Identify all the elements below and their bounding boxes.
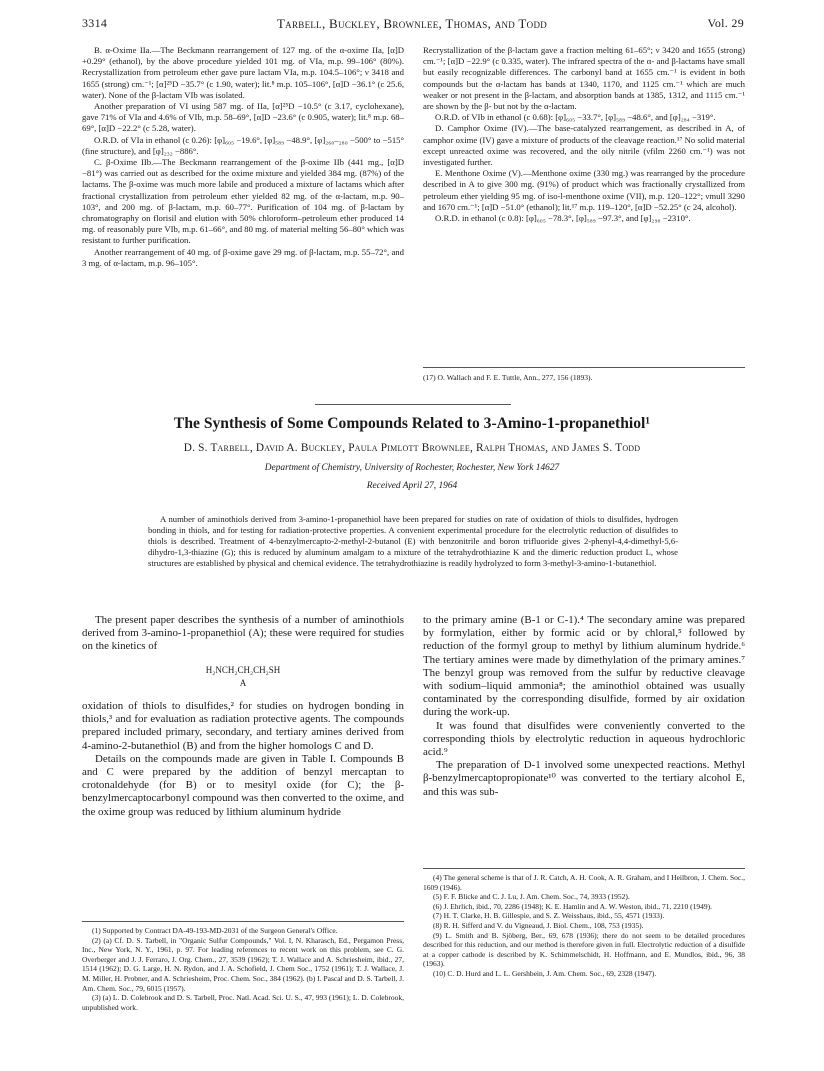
paragraph: The present paper describes the synthesis of a number of aminothiols derived from 3-amino-1-propanethiol (A); these were required for studies on the kinetics of (82, 614, 404, 653)
paragraph: E. Menthone Oxime (V).—Menthone oxime (330 mg.) was rearranged by the procedure described in A to give 300 mg. (91%) of product which was fractionally crystallized from petroleum ether yielding 95 mg. of iso-l-menthone oxime (VII), m.p. 120–122°; νmull 3290 and 1670 cm.⁻¹; [α]D −51.0° (ethanol); lit.¹⁷ m.p. 119–120°, [α]D −52.25° (c 24, alcohol). (423, 168, 745, 212)
page-number: 3314 (82, 16, 108, 30)
affiliation: Department of Chemistry, University of Rochester, Rochester, New York 14627 (264, 463, 560, 473)
footnote-divider (423, 868, 745, 869)
footnote: (7) H. T. Clarke, H. B. Gillespie, and S. Z. Weisshaus, ibid., 55, 4571 (1933). (433, 911, 665, 921)
paragraph: C. β-Oxime IIb.—The Beckmann rearrangement of the β-oxime IIb (441 mg., [α]D −81°) was carried out as described for the oxime mixture and yielded 384 mg. (87%) of the lactams. The β-oxime was much more labile and produced a mixture of lactams which after fractional crystallization from petroleum ether yielded 82 mg. of the α-lactam, m.p. 90–103°, and 200 mg. of β-lactam, m.p. 60–77°. Purification of 104 mg. of β-lactam by chromatography on florisil and elution with 50% chloroform–petroleum ether produced 14 mg. of reasonably pure VIb, m.p. 61–66°, and 80 mg. of material melting 56–80° which was resistant to further purification. (82, 157, 404, 246)
paragraph: The preparation of D-1 involved some unexpected reactions. Methyl β-benzylmercaptopropionate¹⁰ was converted to the tertiary alcohol E, and this was sub- (423, 759, 745, 798)
footnote: (1) Supported by Contract DA-49-193-MD-2031 of the Surgeon General's Office. (92, 926, 338, 935)
footnote: (8) R. H. Sifferd and V. du Vigneaud, J. Biol. Chem., 108, 753 (1935). (433, 920, 644, 930)
paragraph: It was found that disulfides were conveniently converted to the corresponding thiols by electrolytic reduction in aqueous hydrochloric acid.⁹ (423, 719, 745, 759)
footnote-17: (17) O. Wallach and F. E. Tuttle, Ann., 277, 156 (1893). (423, 373, 593, 382)
footnote: (2) (a) Cf. D. S. Tarbell, in "Organic Sulfur Compounds," Vol. I, N. Kharasch, Ed., Pergamon Press, Inc., New York, N. Y., 1961, p. 97. For leading references to recent work on this problem, see C. G. Overberger and J. J. Ferraro, J. Org. Chem., 27, 3539 (1962); T. J. Wallace and A. Schriesheim, ibid., 27, 1514 (1962); D. G. Large, H. N. Rydon, and J. A. Schofield, J. Chem Soc., 1752 (1961); T. J. Wallace, J. M. Miller, H. Probner, and A. Schriesheim, Proc. Chem. Soc., 384 (1962). (b) I. Pascal and D. S. Tarbell, J. Am. Chem. Soc., 79, 6015 (1957). (82, 935, 404, 993)
paragraph: D. Camphor Oxime (IV).—The base-catalyzed rearrangement, as described in A, of camphor oxime (IV) gave a mixture of products of the cleavage reaction.¹⁷ No solid material except unreacted oxime was recovered, and the oily nitrile (νfilm 2260 cm.⁻¹) was not investigated further. (423, 123, 745, 168)
footnote: (6) J. Ehrlich, ibid., 70, 2286 (1948); K. E. Hamlin and A. W. Weston, ibid., 71, 2210 (1949). (433, 901, 713, 911)
footnotes-right (423, 873, 745, 979)
paragraph: Details on the compounds made are given in Table I. Compounds B and C were prepared by the addition of benzyl mercaptan to crotonaldehyde (for B) or to mesityl oxide (for C); the β-benzylmercaptocarbonyl compound was then converted to the oxime, and the oxime group was reduced by lithium aluminum hydride (82, 752, 404, 818)
footnote: (3) (a) L. D. Colebrook and D. S. Tarbell, Proc. Natl. Acad. Sci. U. S., 47, 993 (1961); L. D. Colebrook, unpublished work. (82, 993, 404, 1012)
paragraph: O.R.D. of VIa in ethanol (c 0.26): [φ]₆₀₅ −19.6°, [φ]₅₈₉ −48.9°, [φ]₂₆₀–₂₈₀ −500° to −515° (fine structure), and [φ]₂₃₂ −886°. (82, 134, 404, 156)
experimental-continuation-left (82, 45, 404, 269)
received-date: Received April 27, 1964 (366, 481, 458, 491)
running-title: Tarbell, Buckley, Brownlee, Thomas, and Todd (276, 16, 548, 31)
footnotes-left (82, 926, 404, 1012)
paragraph: O.R.D. of VIb in ethanol (c 0.68): [φ]₆₀₅ −33.7°, [φ]₅₈₉ −48.6°, and [φ]₂₈₄ −319°. (435, 112, 716, 123)
footnote-divider (82, 921, 404, 922)
article-title: The Synthesis of Some Compounds Related to 3-Amino-1-propanethiol¹ (173, 415, 651, 432)
body-column-right (423, 614, 745, 799)
paragraph: oxidation of thiols to disulfides,² for studies on hydrogen bonding in thiols,³ and for evaluation as radiation protective agents. The compounds prepared included primary, secondary, and tertiary amines derived from 4-amino-2-butanethiol (B) and from the higher homologs C and D. (82, 700, 404, 752)
paragraph: O.R.D. in ethanol (c 0.8): [φ]₆₀₅ −78.3°, [φ]₅₈₉ −97.3°, and [φ]₂₉₀ −2310°. (435, 213, 691, 224)
experimental-continuation-right (423, 45, 745, 224)
abstract: A number of aminothiols derived from 3-amino-1-propanethiol have been prepared for studies on rate of oxidation of thiols to disulfides, hydrogen bonding in thiols, and for testing for radiation-protective properties. A convenient experimental procedure for the electrolytic reduction of disulfides to thiols is described. Treatment of 4-benzylmercapto-2-methyl-2-butanol (E) with benzonitrile and boron trifluoride gives 2-phenyl-4,4-dimethyl-5,6-dihydro-1,3-thiazine (G); this is reduced by aluminum amalgam to a mixture of the tetrahydrothiazine K and the dimeric reduction product L, whose structures are established by physical and chemical evidence. The tetrahydrothiazine is readily hydrolyzed to form 3-methyl-3-amino-1-butanethiol. (148, 514, 678, 568)
paragraph: B. α-Oxime IIa.—The Beckmann rearrangement of 127 mg. of the α-oxime IIa, [α]D +0.29° (ethanol), by the above procedure yielded 101 mg. of VIa, m.p. 99–106° (80%). Recrystallization from petroleum ether gave pure lactam VIa, m.p. 104.5–106°; ν 3418 and 1655 (strong) cm.⁻¹; [α]²⁵D −35.7° (c 1.90, water); lit.⁸ m.p. 105–106°, [α]D −36.1° (c 25.6, water). None of the β-lactam VIb was isolated. (82, 45, 404, 100)
article-authors: D. S. Tarbell, David A. Buckley, Paula Pimlott Brownlee, Ralph Thomas, and James S. Todd (183, 442, 641, 454)
chemical-formula: H₂NCH₂CH₂CH₂SH (205, 664, 281, 675)
volume-label: Vol. 29 (707, 16, 744, 30)
paragraph: Another preparation of VI using 587 mg. of IIa, [α]²⁵D −10.5° (c 3.17, cyclohexane), gave 71% of VIa and 4.6% of VIb, m.p. 58–69°, [α]D −23.6° (c 0.905, water); lit.⁸ m.p. 68–69°, [α]D −22.2° (c 5.28, water). (82, 101, 404, 134)
article-separator (315, 404, 511, 405)
footnote: (5) F. F. Blicke and C. J. Lu, J. Am. Chem. Soc., 74, 3933 (1952). (433, 892, 630, 902)
paragraph: to the primary amine (B-1 or C-1).⁴ The secondary amine was prepared by formylation, either by formic acid or by chloral,⁵ followed by reduction of the formyl group to methyl by lithium aluminum hydride.⁶ The tertiary amines were made by dimethylation of the primary amines.⁷ The benzyl group was removed from the sulfur by reductive cleavage with sodium–liquid ammonia⁸; the aminothiol obtained was usually contaminated by the corresponding disulfide, formed by air oxidation during the work-up. (423, 614, 745, 719)
footnote: (4) The general scheme is that of J. R. Catch, A. H. Cook, A. R. Graham, and I Heilbron, J. Chem. Soc., 1609 (1946). (423, 873, 745, 892)
footnote: (10) C. D. Hurd and L. L. Gershbein, J. Am. Chem. Soc., 69, 2328 (1947). (433, 968, 657, 978)
paragraph: Another rearrangement of 40 mg. of β-oxime gave 29 mg. of β-lactam, m.p. 55–72°, and 3 mg. of α-lactam, m.p. 96–105°. (82, 246, 404, 268)
footnote-divider (423, 367, 745, 368)
body-column-left (82, 614, 404, 819)
paragraph: Recrystallization of the β-lactam gave a fraction melting 61–65°; ν 3420 and 1655 (strong) cm.⁻¹; [α]D −22.9° (c 0.335, water). The infrared spectra of the α- and β-lactams have small but easily recognizable differences. The carbonyl band at 1655 cm.⁻¹ is evident in both compounds but the α-lactam has bands at 1340, 1170, and 1125 cm.⁻¹ which are much weaker or not present in the β-lactam, and absorption bands at 1385, 1312, and 1115 cm.⁻¹ are shown by the β- but not by the α-lactam. (423, 45, 745, 112)
formula-label: A (239, 677, 247, 688)
footnote: (9) L. Smith and B. Sjöberg, Ber., 69, 678 (1936); there do not seem to be detailed procedures described for this reduction, and our method is therefore given in full. Electrolytic reduction of a disulfide at a copper cathode is described by K. Schimmelschidt, H. Hoffmann, and E. Mundlos, ibid., 96, 38 (1963). (423, 930, 745, 969)
